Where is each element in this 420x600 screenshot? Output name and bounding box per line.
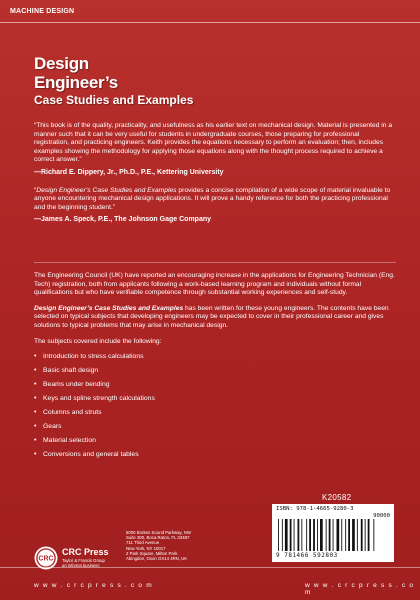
endorsement-quote-2: “Design Engineer’s Case Studies and Examples provides a concise compilation of a wide scope of material invaluable to anyone encountering mechanical design applications. It will prove a handy reference for both the practicing professional and the beginning student.”	[34, 186, 391, 211]
publisher-tagline: an informa business	[62, 563, 100, 568]
description-book-title: Design Engineer’s Case Studies and Examples	[34, 304, 184, 312]
publisher-group: Taylor & Francis Group	[62, 558, 105, 563]
bullet-icon: •	[34, 353, 37, 361]
barcode-bar	[345, 519, 346, 551]
section-divider	[34, 262, 396, 263]
address-line: Suite 300, Boca Raton, FL 33487	[126, 535, 190, 541]
barcode-bar	[348, 519, 350, 551]
publisher-url-left[interactable]: w w w . c r c p r e s s . c o m	[34, 582, 153, 589]
barcode	[272, 504, 394, 562]
barcode-bar	[309, 519, 311, 551]
series-label: MACHINE DESIGN	[10, 8, 75, 15]
barcode-bars	[278, 519, 390, 551]
endorsements	[34, 122, 394, 234]
bullet-icon: •	[34, 437, 37, 445]
endorsement-attribution-2: —James A. Speck, P.E., The Johnson Gage Company	[34, 216, 211, 224]
list-item: • Beams under bending	[34, 381, 110, 389]
barcode-bar	[329, 519, 331, 551]
list-item: • Conversions and general tables	[34, 451, 139, 459]
barcode-bar	[337, 519, 340, 551]
endorsement-attribution-1: —Richard E. Dippery, Jr., Ph.D., P.E., Kettering University	[34, 168, 224, 176]
barcode-bar	[285, 519, 288, 551]
barcode-bar	[333, 519, 334, 551]
barcode-bar	[361, 519, 363, 551]
barcode-bar	[357, 519, 358, 551]
title-line-2: Engineer’s	[34, 73, 118, 92]
endorsement-quote-1: “This book is of the quality, practicality, and usefulness as his earlier text on mechanical design. Material is presented in a manner such that it can be very useful for students in undergraduate courses, those preparing for professional registration, and practicing engineers. Keith provides the equations necessary to perform an evaluation; then, includes examples showing the methodology for applying those equations along with the thought process required to achieve a correct answer.”	[34, 122, 393, 164]
bullet-icon: •	[34, 423, 37, 431]
barcode-bar	[368, 519, 370, 551]
bullet-icon: •	[34, 367, 37, 375]
footer-divider	[0, 567, 420, 568]
bullet-icon: •	[34, 409, 37, 417]
description-paragraph-1: The Engineering Council (UK) have reported an encouraging increase in the applications for Engineering Technician (Eng. Tech) registration, both from applicants following a work-based learning program and individuals without formal qualifications but who have verifiable competence through substantial working experiences and self-study.	[34, 272, 395, 297]
address-line: 6000 Broken Sound Parkway, NW	[126, 530, 191, 535]
barcode-bar	[282, 519, 283, 551]
bullet-icon: •	[34, 451, 37, 459]
barcode-bar	[352, 519, 355, 551]
description-paragraph-2: Design Engineer’s Case Studies and Examples has been written for these young engineers. The contents have been selected on typical subjects that developing engineers may be expected to cover in their professional career and gives solutions to typical problems that may arise in mechanical design.	[34, 304, 389, 329]
endorsement-book-title: Design Engineer’s Case Studies and Examples	[36, 186, 177, 194]
publisher-url-right[interactable]: w w w . c r c p r e s s . c o m	[305, 582, 415, 596]
barcode-bar	[306, 519, 307, 551]
barcode-bar	[326, 519, 327, 551]
description	[34, 272, 396, 465]
logo-text: CRC	[38, 555, 54, 563]
title-line-3: Case Studies and Examples	[34, 93, 194, 107]
price-code: 90000	[373, 513, 390, 519]
title-line-1: Design	[34, 54, 89, 73]
address-line: Abingdon, Oxon OX14 4RN, UK	[126, 556, 188, 562]
barcode-bar	[373, 519, 374, 551]
address-line: 2 Park Square, Milton Park	[126, 550, 178, 556]
barcode-bar	[313, 519, 315, 551]
subjects-list	[34, 353, 396, 459]
book-title	[34, 54, 364, 108]
address-line: 711 Third Avenue	[126, 540, 160, 546]
bullet-icon: •	[34, 381, 37, 389]
list-item: • Gears	[34, 423, 62, 431]
description-paragraph-3: The subjects covered include the following:	[34, 337, 162, 345]
barcode-bar	[317, 519, 318, 551]
list-item: • Basic shaft design	[34, 367, 99, 375]
publisher-name: CRC Press	[62, 547, 109, 557]
barcode-bar	[341, 519, 342, 551]
barcode-bar	[365, 519, 366, 551]
barcode-bar	[301, 519, 302, 551]
bullet-icon: •	[34, 395, 37, 403]
header-divider	[0, 22, 420, 23]
ean-digits: 9 781466 592803	[276, 552, 338, 559]
barcode-bar	[320, 519, 323, 551]
list-item: • Introduction to stress calculations	[34, 353, 144, 361]
barcode-bar	[278, 519, 279, 551]
product-code: K20582	[322, 493, 352, 502]
barcode-bar	[290, 519, 292, 551]
list-item: • Keys and spline strength calculations	[34, 395, 155, 403]
publisher-addresses	[126, 530, 236, 561]
address-line: New York, NY 10017	[126, 545, 166, 551]
barcode-bar	[294, 519, 295, 551]
isbn-number: ISBN: 978-1-4665-9280-3	[276, 506, 354, 512]
list-item: • Material selection	[34, 437, 96, 445]
list-item: • Columns and struts	[34, 409, 102, 417]
barcode-bar	[298, 519, 300, 551]
